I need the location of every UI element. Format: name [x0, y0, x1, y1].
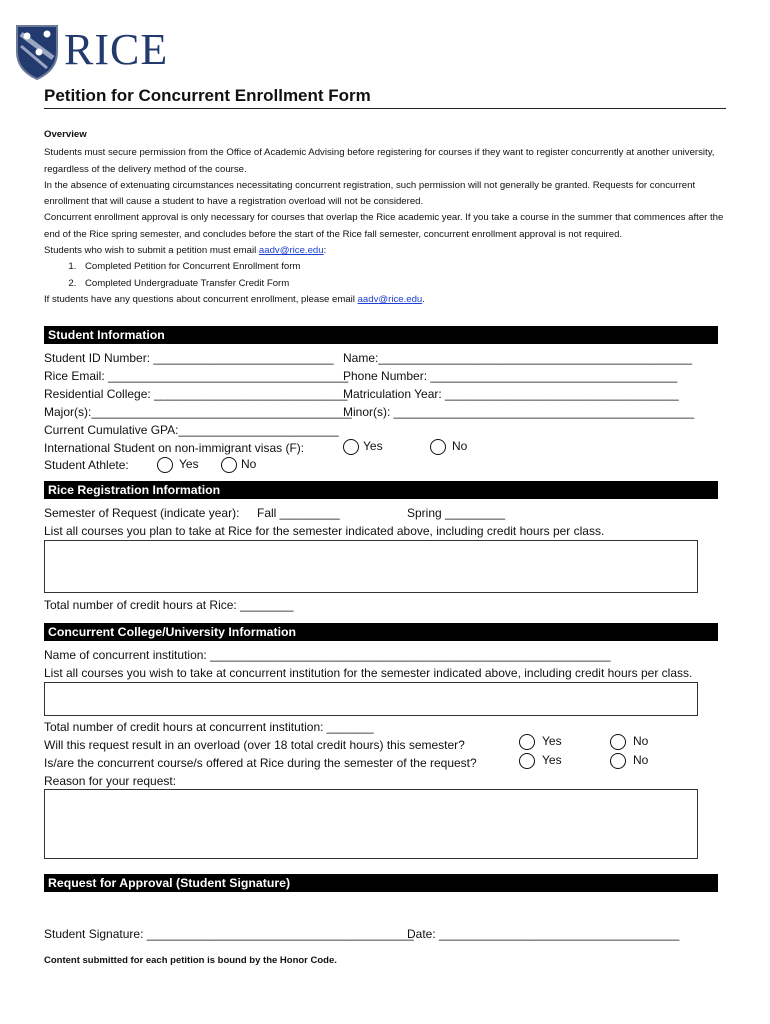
- list-item: 1. Completed Petition for Concurrent Enrollment form: [79, 259, 724, 275]
- yes-label: Yes: [179, 457, 199, 472]
- rice-logo: [14, 22, 174, 82]
- intl-yes-option[interactable]: [343, 439, 383, 455]
- reason-label: Reason for your request:: [44, 774, 177, 788]
- date-field[interactable]: Date: ____________________________________: [407, 927, 680, 941]
- athlete-label: Student Athlete:: [44, 458, 129, 472]
- intl-no-option[interactable]: [430, 439, 467, 455]
- rice-registration-header: Rice Registration Information: [44, 481, 718, 499]
- overload-yes-option[interactable]: [519, 734, 562, 750]
- overview-paragraph-3: Concurrent enrollment approval is only necessary for courses that overlap the Rice academic year. If you take a course in the summer that commences after the end of the Rice spring semester, and concludes before the start of the Rice fall semester, concurrent enrollment approval is not required.: [44, 212, 724, 240]
- no-label: No: [633, 734, 649, 749]
- fall-field[interactable]: Fall _________: [257, 506, 340, 520]
- overview-heading: Overview: [44, 129, 87, 140]
- p5-suffix: .: [422, 293, 425, 305]
- honor-code-note: Content submitted for each petition is bound by the Honor Code.: [44, 955, 337, 966]
- p4-text: Students who wish to submit a petition must email: [44, 245, 259, 257]
- offered-no-option[interactable]: [610, 753, 648, 769]
- no-label: No: [452, 439, 468, 454]
- student-id-field[interactable]: Student ID Number: ___________________________: [44, 351, 334, 365]
- radio-icon[interactable]: [430, 439, 446, 455]
- institution-field[interactable]: Name of concurrent institution: ____________________________________________________________: [44, 648, 611, 662]
- radio-icon[interactable]: [610, 734, 626, 750]
- list-item: 2. Completed Undergraduate Transfer Credit Form: [79, 276, 724, 292]
- signature-field[interactable]: Student Signature: ________________________________________: [44, 927, 414, 941]
- overview-section: [44, 127, 724, 308]
- rice-wordmark: RICE: [64, 25, 169, 74]
- rice-courses-textarea[interactable]: [44, 540, 698, 593]
- matriculation-field[interactable]: Matriculation Year: ___________________________________: [343, 387, 679, 401]
- email-link-2[interactable]: aadv@rice.edu: [357, 293, 423, 305]
- rice-credit-hours-field[interactable]: Total number of credit hours at Rice: ________: [44, 598, 294, 612]
- phone-field[interactable]: Phone Number: _____________________________________: [343, 369, 678, 383]
- yes-label: Yes: [363, 439, 383, 454]
- no-label: No: [633, 753, 649, 768]
- page-title: Petition for Concurrent Enrollment Form: [44, 86, 371, 105]
- college-field[interactable]: Residential College: _____________________________: [44, 387, 348, 401]
- concurrent-courses-instructions: List all courses you wish to take at concurrent institution for the semester indicated above, including credit hours per class.: [44, 666, 693, 680]
- overview-paragraph-5: [44, 292, 724, 308]
- semester-label: Semester of Request (indicate year):: [44, 506, 240, 520]
- yes-label: Yes: [542, 753, 562, 768]
- radio-icon[interactable]: [610, 753, 626, 769]
- offered-yes-option[interactable]: [519, 753, 562, 769]
- radio-icon[interactable]: [519, 753, 535, 769]
- requirements-list: [44, 259, 724, 292]
- reason-textarea[interactable]: [44, 789, 698, 859]
- minors-field[interactable]: Minor(s): _____________________________________________: [343, 405, 694, 419]
- radio-icon[interactable]: [221, 457, 237, 473]
- name-field[interactable]: Name:_______________________________________________: [343, 351, 693, 365]
- approval-header: Request for Approval (Student Signature): [44, 874, 718, 892]
- rice-courses-instructions: List all courses you plan to take at Rice for the semester indicated above, including credit hours per class.: [44, 524, 605, 538]
- athlete-no-option[interactable]: [221, 457, 256, 473]
- overview-paragraph-4: [44, 243, 724, 259]
- yes-label: Yes: [542, 734, 562, 749]
- overload-no-option[interactable]: [610, 734, 648, 750]
- radio-icon[interactable]: [157, 457, 173, 473]
- p4-suffix: :: [323, 245, 327, 257]
- spring-field[interactable]: Spring _________: [407, 506, 506, 520]
- no-label: No: [241, 457, 257, 472]
- concurrent-credit-hours-field[interactable]: Total number of credit hours at concurrent institution: _______: [44, 720, 374, 734]
- athlete-yes-option[interactable]: [157, 457, 199, 473]
- majors-field[interactable]: Major(s):_______________________________________: [44, 405, 352, 419]
- concurrent-courses-textarea[interactable]: [44, 682, 698, 716]
- overview-paragraph-2: In the absence of extenuating circumstances necessitating concurrent registration, such permission will not generally be granted. Requests for concurrent enrollment that will cause a student to have a registration overload will not be considered.: [44, 179, 696, 208]
- radio-icon[interactable]: [519, 734, 535, 750]
- overview-paragraph-1: Students must secure permission from the Office of Academic Advising before registering for courses if they want to register concurrently at another university, regardless of the delivery method of the course.: [44, 147, 715, 175]
- p5-text: If students have any questions about concurrent enrollment, please email: [44, 293, 358, 305]
- concurrent-info-header: Concurrent College/University Information: [44, 623, 718, 641]
- radio-icon[interactable]: [343, 439, 359, 455]
- rice-shield-icon: [14, 22, 60, 80]
- rice-email-field[interactable]: Rice Email: ____________________________________: [44, 369, 349, 383]
- gpa-field[interactable]: Current Cumulative GPA:________________________: [44, 423, 339, 437]
- offered-question: Is/are the concurrent course/s offered at Rice during the semester of the request?: [44, 756, 477, 770]
- title-divider: [44, 108, 726, 109]
- intl-student-label: International Student on non-immigrant visas (F):: [44, 441, 305, 455]
- overload-question: Will this request result in an overload (over 18 total credit hours) this semester?: [44, 738, 465, 752]
- student-info-header: Student Information: [44, 326, 718, 344]
- email-link[interactable]: aadv@rice.edu: [258, 245, 324, 257]
